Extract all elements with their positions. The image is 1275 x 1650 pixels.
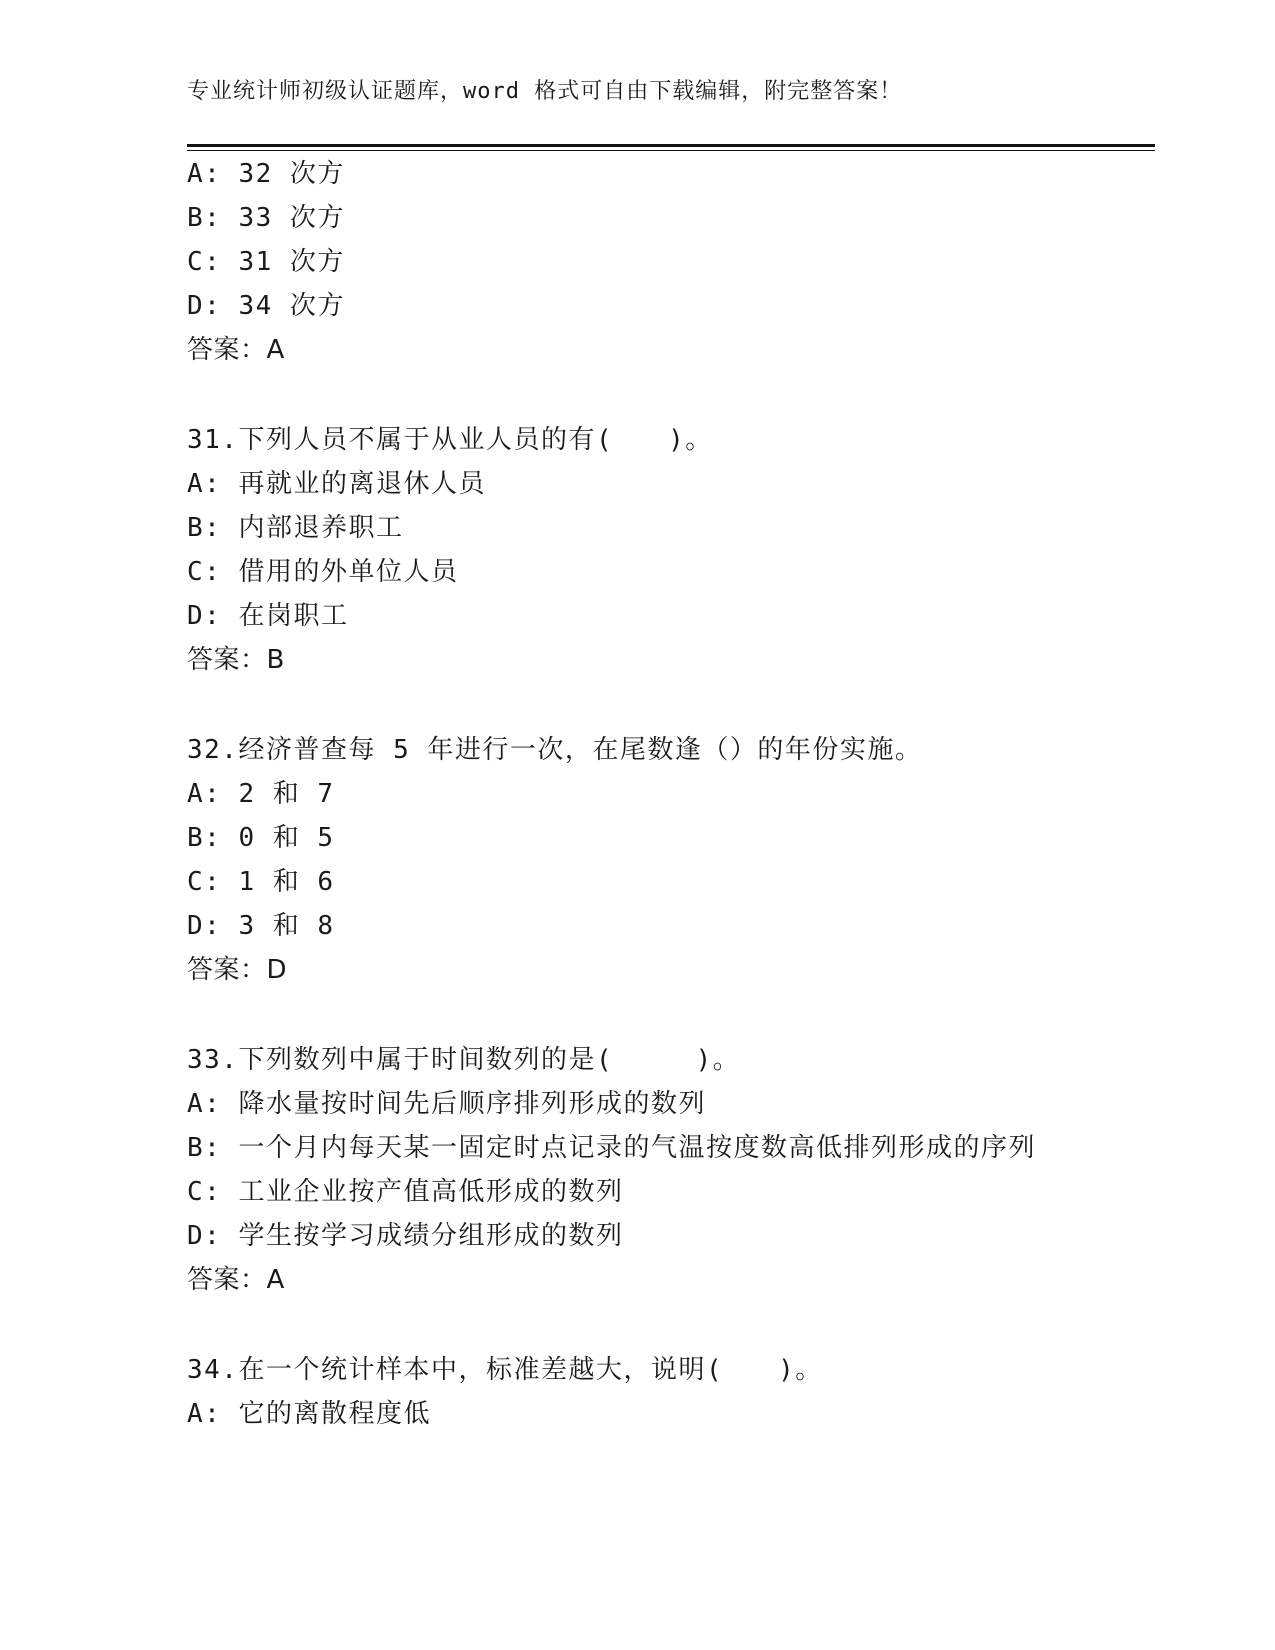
option-d: D: 3 和 8 — [187, 911, 335, 941]
option-a: A: 降水量按时间先后顺序排列形成的数列 — [187, 1089, 706, 1119]
header-divider-thick — [187, 144, 1155, 147]
option-a: A: 再就业的离退休人员 — [187, 469, 486, 499]
question-stem: 32.经济普查每 5 年进行一次，在尾数逢（）的年份实施。 — [187, 735, 923, 765]
option-c: C: 借用的外单位人员 — [187, 557, 459, 587]
option-c: C: 工业企业按产值高低形成的数列 — [187, 1177, 624, 1207]
option-c: C: 31 次方 — [187, 247, 345, 277]
option-b: B: 内部退养职工 — [187, 513, 404, 543]
answer-line: 答案：A — [187, 1265, 285, 1295]
option-d: D: 34 次方 — [187, 291, 345, 321]
option-b: B: 一个月内每天某一固定时点记录的气温按度数高低排列形成的序列 — [187, 1133, 1036, 1163]
answer-line: 答案：A — [187, 335, 285, 365]
page-header: 专业统计师初级认证题库，word 格式可自由下载编辑，附完整答案！ — [187, 79, 903, 104]
option-d: D: 在岗职工 — [187, 601, 349, 631]
option-c: C: 1 和 6 — [187, 867, 335, 897]
answer-line: 答案：B — [187, 645, 285, 675]
option-a: A: 它的离散程度低 — [187, 1399, 431, 1429]
answer-line: 答案：D — [187, 955, 288, 985]
option-d: D: 学生按学习成绩分组形成的数列 — [187, 1221, 624, 1251]
header-divider-thin — [187, 150, 1155, 151]
question-stem: 33.下列数列中属于时间数列的是( )。 — [187, 1045, 741, 1075]
question-stem: 34.在一个统计样本中，标准差越大，说明( )。 — [187, 1355, 823, 1385]
question-stem: 31.下列人员不属于从业人员的有( )。 — [187, 425, 713, 455]
option-b: B: 33 次方 — [187, 203, 345, 233]
option-b: B: 0 和 5 — [187, 823, 335, 853]
option-a: A: 2 和 7 — [187, 779, 335, 809]
option-a: A: 32 次方 — [187, 159, 345, 189]
